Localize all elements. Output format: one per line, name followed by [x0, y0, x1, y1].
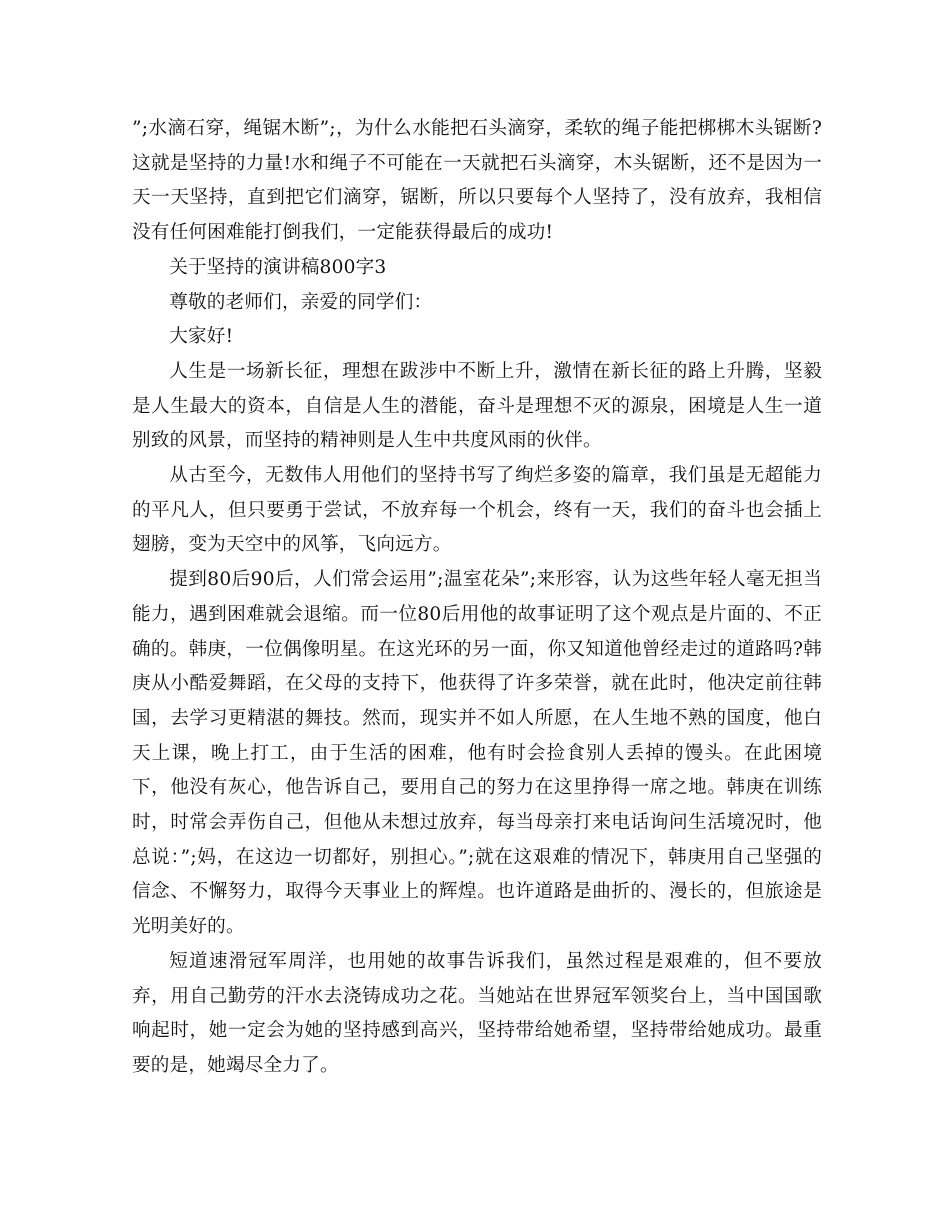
paragraph-continuation: ”;水滴石穿，绳锯木断”;，为什么水能把石头滴穿，柔软的绳子能把梆梆木头锯断?这就是坚持的力量!水和绳子不可能在一天就把石头滴穿，木头锯断，还不是因为一天一天坚持，直到把它们滴穿，锯断，所以只要每个人坚持了，没有放弃，我相信没有任何困难能打倒我们，一定能获得最后的成功! [132, 118, 822, 244]
salutation: 尊敬的老师们，亲爱的同学们： [169, 291, 433, 313]
document-body [132, 112, 822, 1084]
paragraph-life-journey: 人生是一场新长征，理想在跋涉中不断上升，激情在新长征的路上升腾，坚毅是人生最大的资本，自信是人生的潜能，奋斗是理想不灭的源泉，困境是人生一道别致的风景，而坚持的精神则是人生中共度风雨的伙伴。 [132, 360, 822, 452]
greeting: 大家好! [169, 326, 234, 348]
section-heading: 关于坚持的演讲稿800字3 [169, 256, 387, 278]
paragraph-great-people: 从古至今，无数伟人用他们的坚持书写了绚烂多姿的篇章，我们虽是无超能力的平凡人，但只要勇于尝试，不放弃每一个机会，终有一天，我们的奋斗也会插上翅膀，变为天空中的风筝，飞向远方。 [132, 465, 822, 556]
paragraph-han-geng: 提到80后90后，人们常会运用”;温室花朵”;来形容，认为这些年轻人毫无担当能力，遇到困难就会退缩。而一位80后用他的故事证明了这个观点是片面的、不正确的。韩庚，一位偶像明星。在这光环的另一面，你又知道他曾经走过的道路吗?韩庚从小酷爱舞蹈，在父母的支持下，他获得了许多荣誉，就在此时，他决定前往韩国，去学习更精湛的舞技。然而，现实并不如人所愿，在人生地不熟的国度，他白天上课，晚上打工，由于生活的困难，他有时会捡食别人丢掉的馒头。在此困境下，他没有灰心，他告诉自己，要用自己的努力在这里挣得一席之地。韩庚在训练时，时常会弄伤自己，但他从未想过放弃，每当母亲打来电话询问生活境况时，他总说：”;妈，在这边一切都好，别担心。”;就在这艰难的情况下，韩庚用自己坚强的信念、不懈努力，取得今天事业上的辉煌。也许道路是曲折的、漫长的，但旅途是光明美好的。 [132, 569, 822, 938]
paragraph-zhou-yang: 短道速滑冠军周洋，也用她的故事告诉我们，虽然过程是艰难的，但不要放弃，用自己勤劳的汗水去浇铸成功之花。当她站在世界冠军领奖台上，当中国国歌响起时，她一定会为她的坚持感到高兴，坚持带给她希望，坚持带给她成功。最重要的是，她竭尽全力了。 [132, 950, 822, 1076]
